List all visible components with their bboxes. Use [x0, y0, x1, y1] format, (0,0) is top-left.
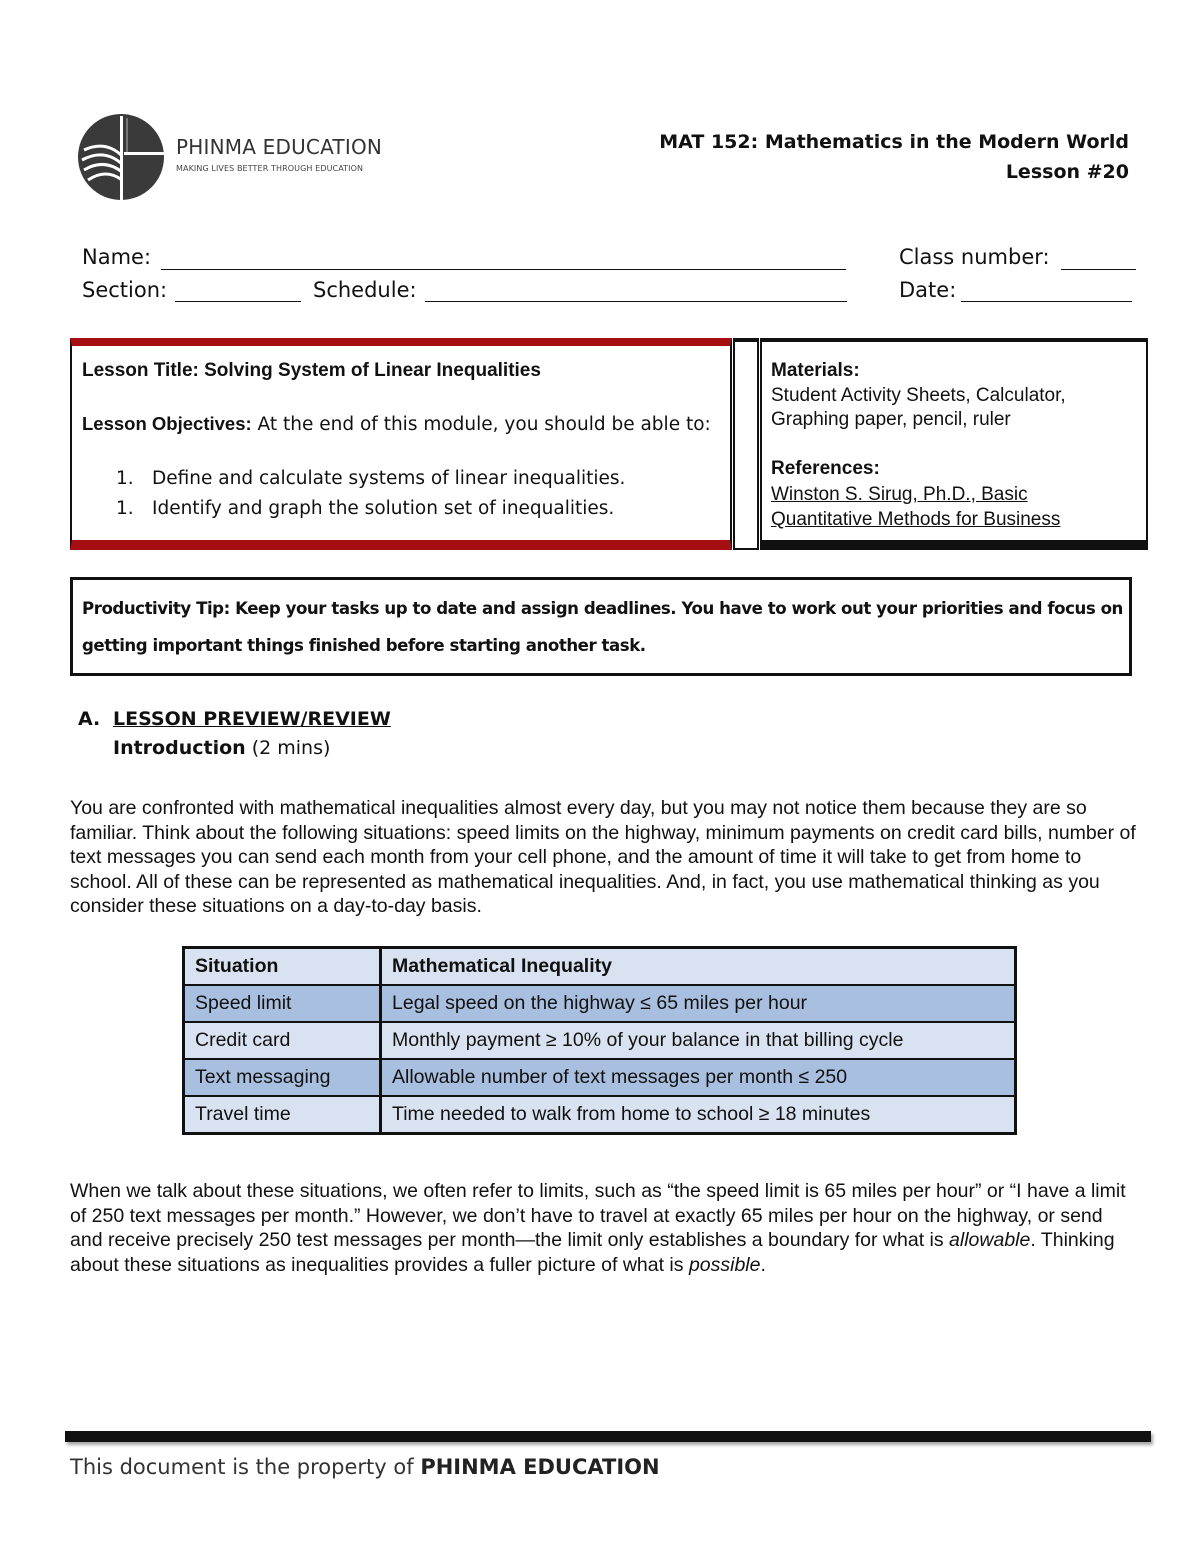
table-header-cell: Situation	[184, 948, 381, 986]
inequality-cell: Monthly payment ≥ 10% of your balance in that billing cycle	[381, 1022, 1016, 1059]
introduction-time: (2 mins)	[251, 737, 331, 759]
reference-link[interactable]: Winston S. Sirug, Ph.D., Basic	[771, 484, 1028, 505]
inequality-table	[182, 946, 1017, 1135]
footer-rule	[65, 1431, 1151, 1442]
objectives-intro: At the end of this module, you should be able to:	[257, 414, 711, 435]
introduction-label: Introduction	[113, 737, 246, 759]
materials-line: Student Activity Sheets, Calculator,	[771, 385, 1066, 406]
table-row	[184, 985, 1016, 1022]
materials-label: Materials:	[771, 360, 860, 381]
situation-cell: Travel time	[184, 1096, 381, 1134]
class-number-label: Class number:	[899, 245, 1050, 269]
situation-cell: Speed limit	[184, 985, 381, 1022]
table-row	[184, 1096, 1016, 1134]
paragraph-text: .	[760, 1253, 766, 1276]
lesson-title-label: Lesson Title:	[82, 360, 199, 381]
paragraph-text: . Thinking about these situations as inequalities provides a fuller picture of what is	[70, 1229, 1115, 1276]
inequality-cell: Time needed to walk from home to school ≥ 18 minutes	[381, 1096, 1016, 1134]
table-header-row	[184, 948, 1016, 986]
objective-number: 1.	[116, 498, 134, 519]
course-title: MAT 152: Mathematics in the Modern World	[659, 131, 1129, 153]
schedule-label: Schedule:	[313, 278, 417, 302]
introduction-heading	[113, 737, 330, 759]
footer-prefix: This document is the property of	[70, 1455, 414, 1479]
reference-link[interactable]: Quantitative Methods for Business	[771, 509, 1061, 530]
lesson-title-value: Solving System of Linear Inequalities	[204, 360, 541, 381]
date-label: Date:	[899, 278, 957, 302]
logo-name: PHINMA EDUCATION	[176, 135, 383, 159]
lesson-number: Lesson #20	[1005, 161, 1129, 183]
footer	[70, 1455, 660, 1479]
table-header-cell: Mathematical Inequality	[381, 948, 1016, 986]
section-label: Section:	[82, 278, 168, 302]
emphasis-text: allowable	[949, 1229, 1031, 1251]
table-row	[184, 1059, 1016, 1096]
inequality-cell: Legal speed on the highway ≤ 65 miles per hour	[381, 985, 1016, 1022]
schedule-field[interactable]	[425, 301, 847, 302]
objectives-label: Lesson Objectives:	[82, 413, 252, 434]
materials-line: Graphing paper, pencil, ruler	[771, 409, 1011, 430]
limits-paragraph	[70, 1179, 1140, 1277]
lesson-title	[82, 360, 541, 382]
footer-owner: PHINMA EDUCATION	[420, 1455, 660, 1479]
name-field[interactable]	[161, 269, 846, 270]
references-label: References:	[771, 458, 880, 479]
section-title: LESSON PREVIEW/REVIEW	[113, 708, 391, 730]
objective-item	[116, 498, 614, 519]
paragraph-text: When we talk about these situations, we often refer to limits, such as “the speed limit is 65 miles per hour” or “I have a limit of 250 text messages per month.” However, we don’t have to travel at exactly 65 miles per hour on the highway, or send and receive precisely 250 test messages per month—the limit only establishes a boundary for what is	[70, 1180, 1126, 1251]
table-row	[184, 1022, 1016, 1059]
objective-text: Define and calculate systems of linear inequalities.	[152, 468, 626, 489]
name-label: Name:	[82, 245, 152, 269]
lesson-objectives	[82, 409, 722, 440]
objective-number: 1.	[116, 468, 134, 489]
date-field[interactable]	[961, 301, 1132, 302]
section-letter: A.	[78, 708, 101, 730]
situation-cell: Text messaging	[184, 1059, 381, 1096]
logo-tagline: MAKING LIVES BETTER THROUGH EDUCATION	[176, 164, 364, 173]
objective-item	[116, 468, 625, 489]
productivity-tip-text: Productivity Tip: Keep your tasks up to date and assign deadlines. You have to work out your priorities and focus on getting important things finished before starting another task.	[82, 599, 1123, 655]
situation-cell: Credit card	[184, 1022, 381, 1059]
class-number-field[interactable]	[1061, 269, 1136, 270]
emphasis-text: possible	[688, 1253, 761, 1276]
box-separator	[733, 338, 759, 550]
inequality-cell: Allowable number of text messages per month ≤ 250	[381, 1059, 1016, 1096]
intro-paragraph: You are confronted with mathematical inequalities almost every day, but you may not notice them because they are so familiar. Think about the following situations: speed limits on the highway, minimum payments on credit card bills, number of text messages you can send each month from your cell phone, and the amount of time it will take to get from home to school. All of these can be represented as mathematical inequalities. And, in fact, you use mathematical thinking as you consider these situations on a day-to-day basis.	[70, 797, 1136, 917]
section-field[interactable]	[175, 301, 301, 302]
objective-text: Identify and graph the solution set of inequalities.	[152, 498, 615, 519]
